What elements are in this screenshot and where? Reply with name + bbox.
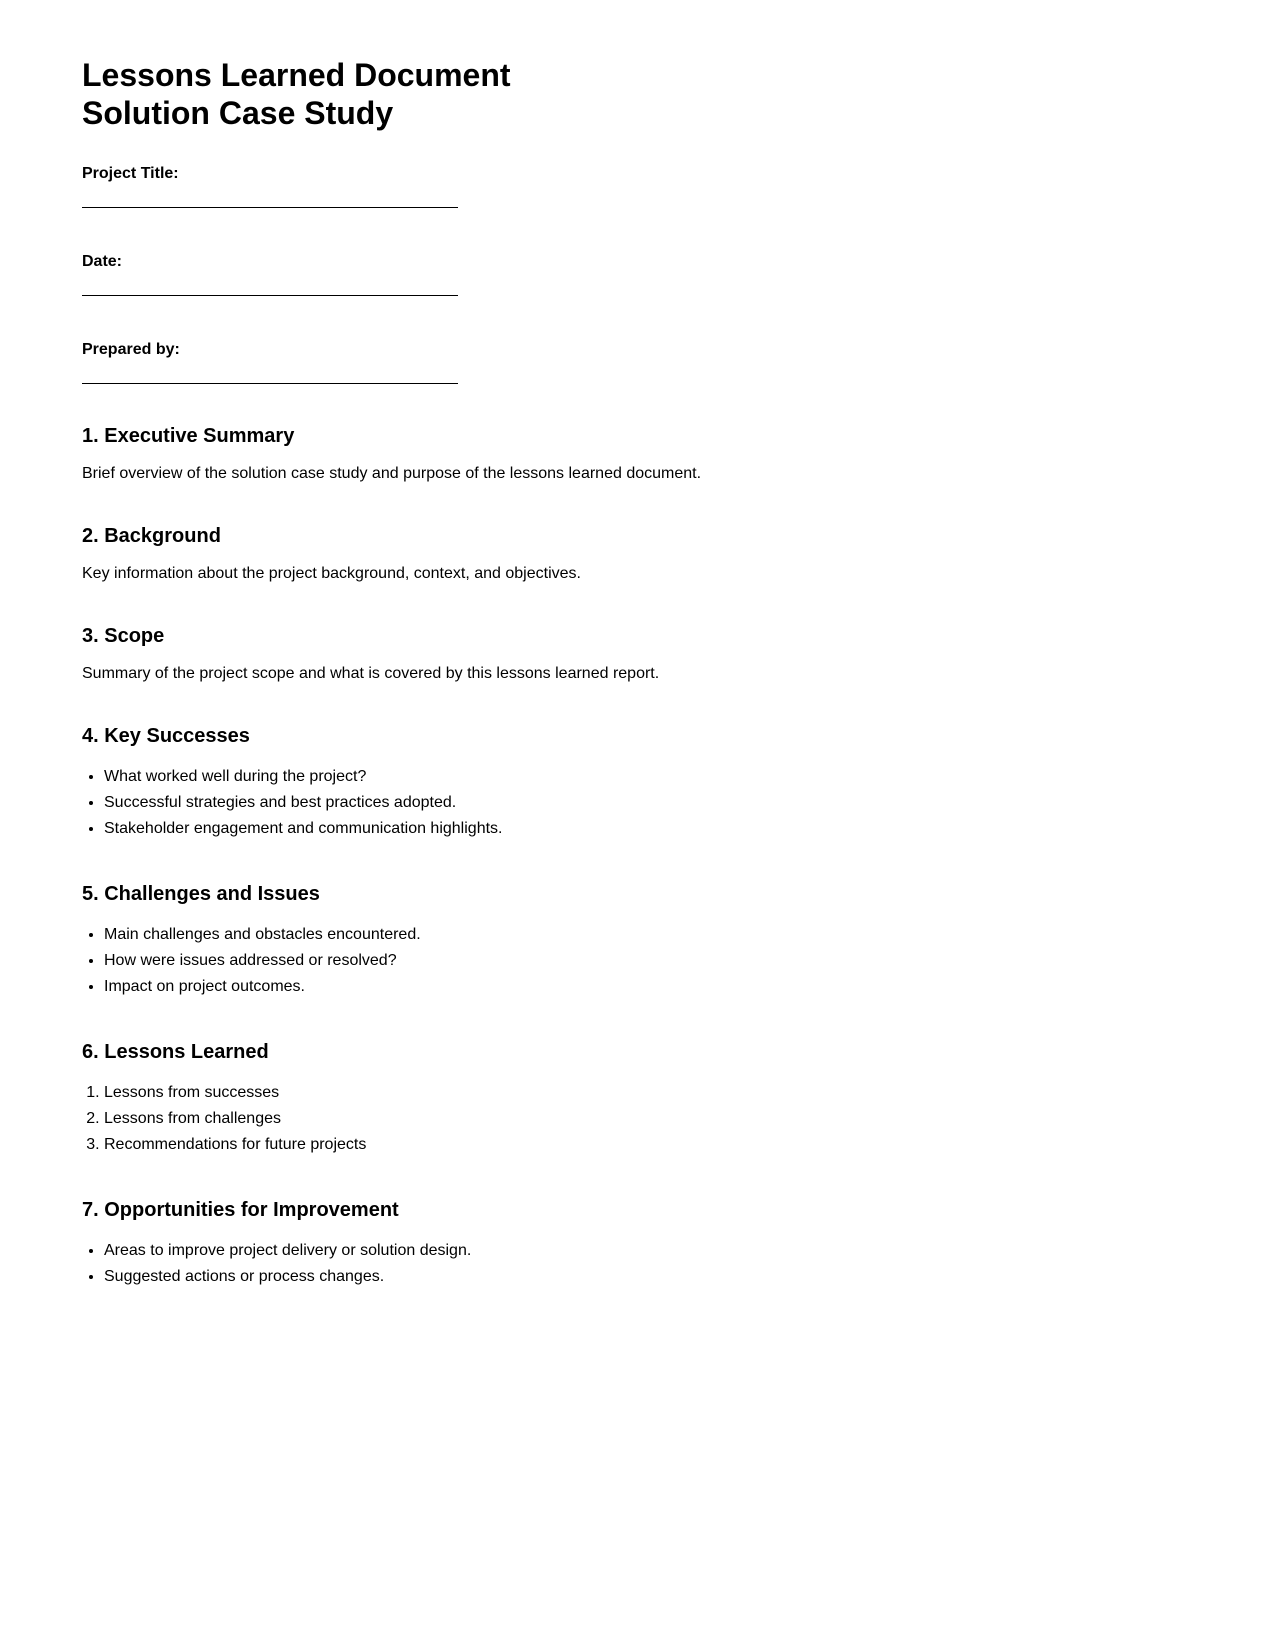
section-heading: 3. Scope: [82, 625, 165, 647]
numbered-list: [82, 1080, 1263, 1158]
list-item: • Main challenges and obstacles encountered.: [104, 922, 1263, 948]
project-title-label: Project Title:: [82, 165, 179, 182]
list-item: • Successful strategies and best practices adopted.: [104, 790, 1263, 816]
list-item: • What worked well during the project?: [104, 764, 1263, 790]
document-title-line-1: Lessons Learned Document: [82, 57, 511, 93]
list-item: 1. Lessons from successes: [104, 1080, 1263, 1106]
project-title-blank-line[interactable]: [82, 207, 458, 208]
header-fields: [82, 164, 1263, 384]
list-item: • How were issues addressed or resolved?: [104, 948, 1263, 974]
section-heading: 7. Opportunities for Improvement: [82, 1199, 399, 1221]
section-heading: 2. Background: [82, 525, 221, 547]
section-key-successes: [82, 724, 1263, 842]
section-text: Brief overview of the solution case study and purpose of the lessons learned document.: [82, 465, 702, 482]
date-field: [82, 252, 1263, 296]
project-title-field: [82, 164, 1263, 208]
prepared-by-blank-line[interactable]: [82, 383, 458, 384]
section-executive-summary: [82, 424, 1263, 484]
section-heading: 4. Key Successes: [82, 725, 250, 747]
list-item: • Areas to improve project delivery or solution design.: [104, 1238, 1263, 1264]
bullet-list: [82, 764, 1263, 842]
prepared-by-label: Prepared by:: [82, 341, 180, 358]
section-heading: 5. Challenges and Issues: [82, 883, 320, 905]
list-item: • Suggested actions or process changes.: [104, 1264, 1263, 1290]
section-text: Key information about the project background, context, and objectives.: [82, 565, 581, 582]
prepared-by-field: [82, 340, 1263, 384]
section-background: [82, 524, 1263, 584]
section-improvement: [82, 1198, 1263, 1290]
date-label: Date:: [82, 253, 123, 270]
section-text: Summary of the project scope and what is covered by this lessons learned report.: [82, 665, 660, 682]
list-item: 3. Recommendations for future projects: [104, 1132, 1263, 1158]
section-heading: 1. Executive Summary: [82, 425, 295, 447]
document-title-line-2: Solution Case Study: [82, 95, 394, 131]
section-scope: [82, 624, 1263, 684]
bullet-list: [82, 1238, 1263, 1290]
section-heading: 6. Lessons Learned: [82, 1041, 269, 1063]
bullet-list: [82, 922, 1263, 1000]
section-lessons-learned: [82, 1040, 1263, 1158]
document-title: [82, 56, 1263, 132]
list-item: 2. Lessons from challenges: [104, 1106, 1263, 1132]
list-item: • Impact on project outcomes.: [104, 974, 1263, 1000]
section-challenges: [82, 882, 1263, 1000]
list-item: • Stakeholder engagement and communication highlights.: [104, 816, 1263, 842]
date-blank-line[interactable]: [82, 295, 458, 296]
